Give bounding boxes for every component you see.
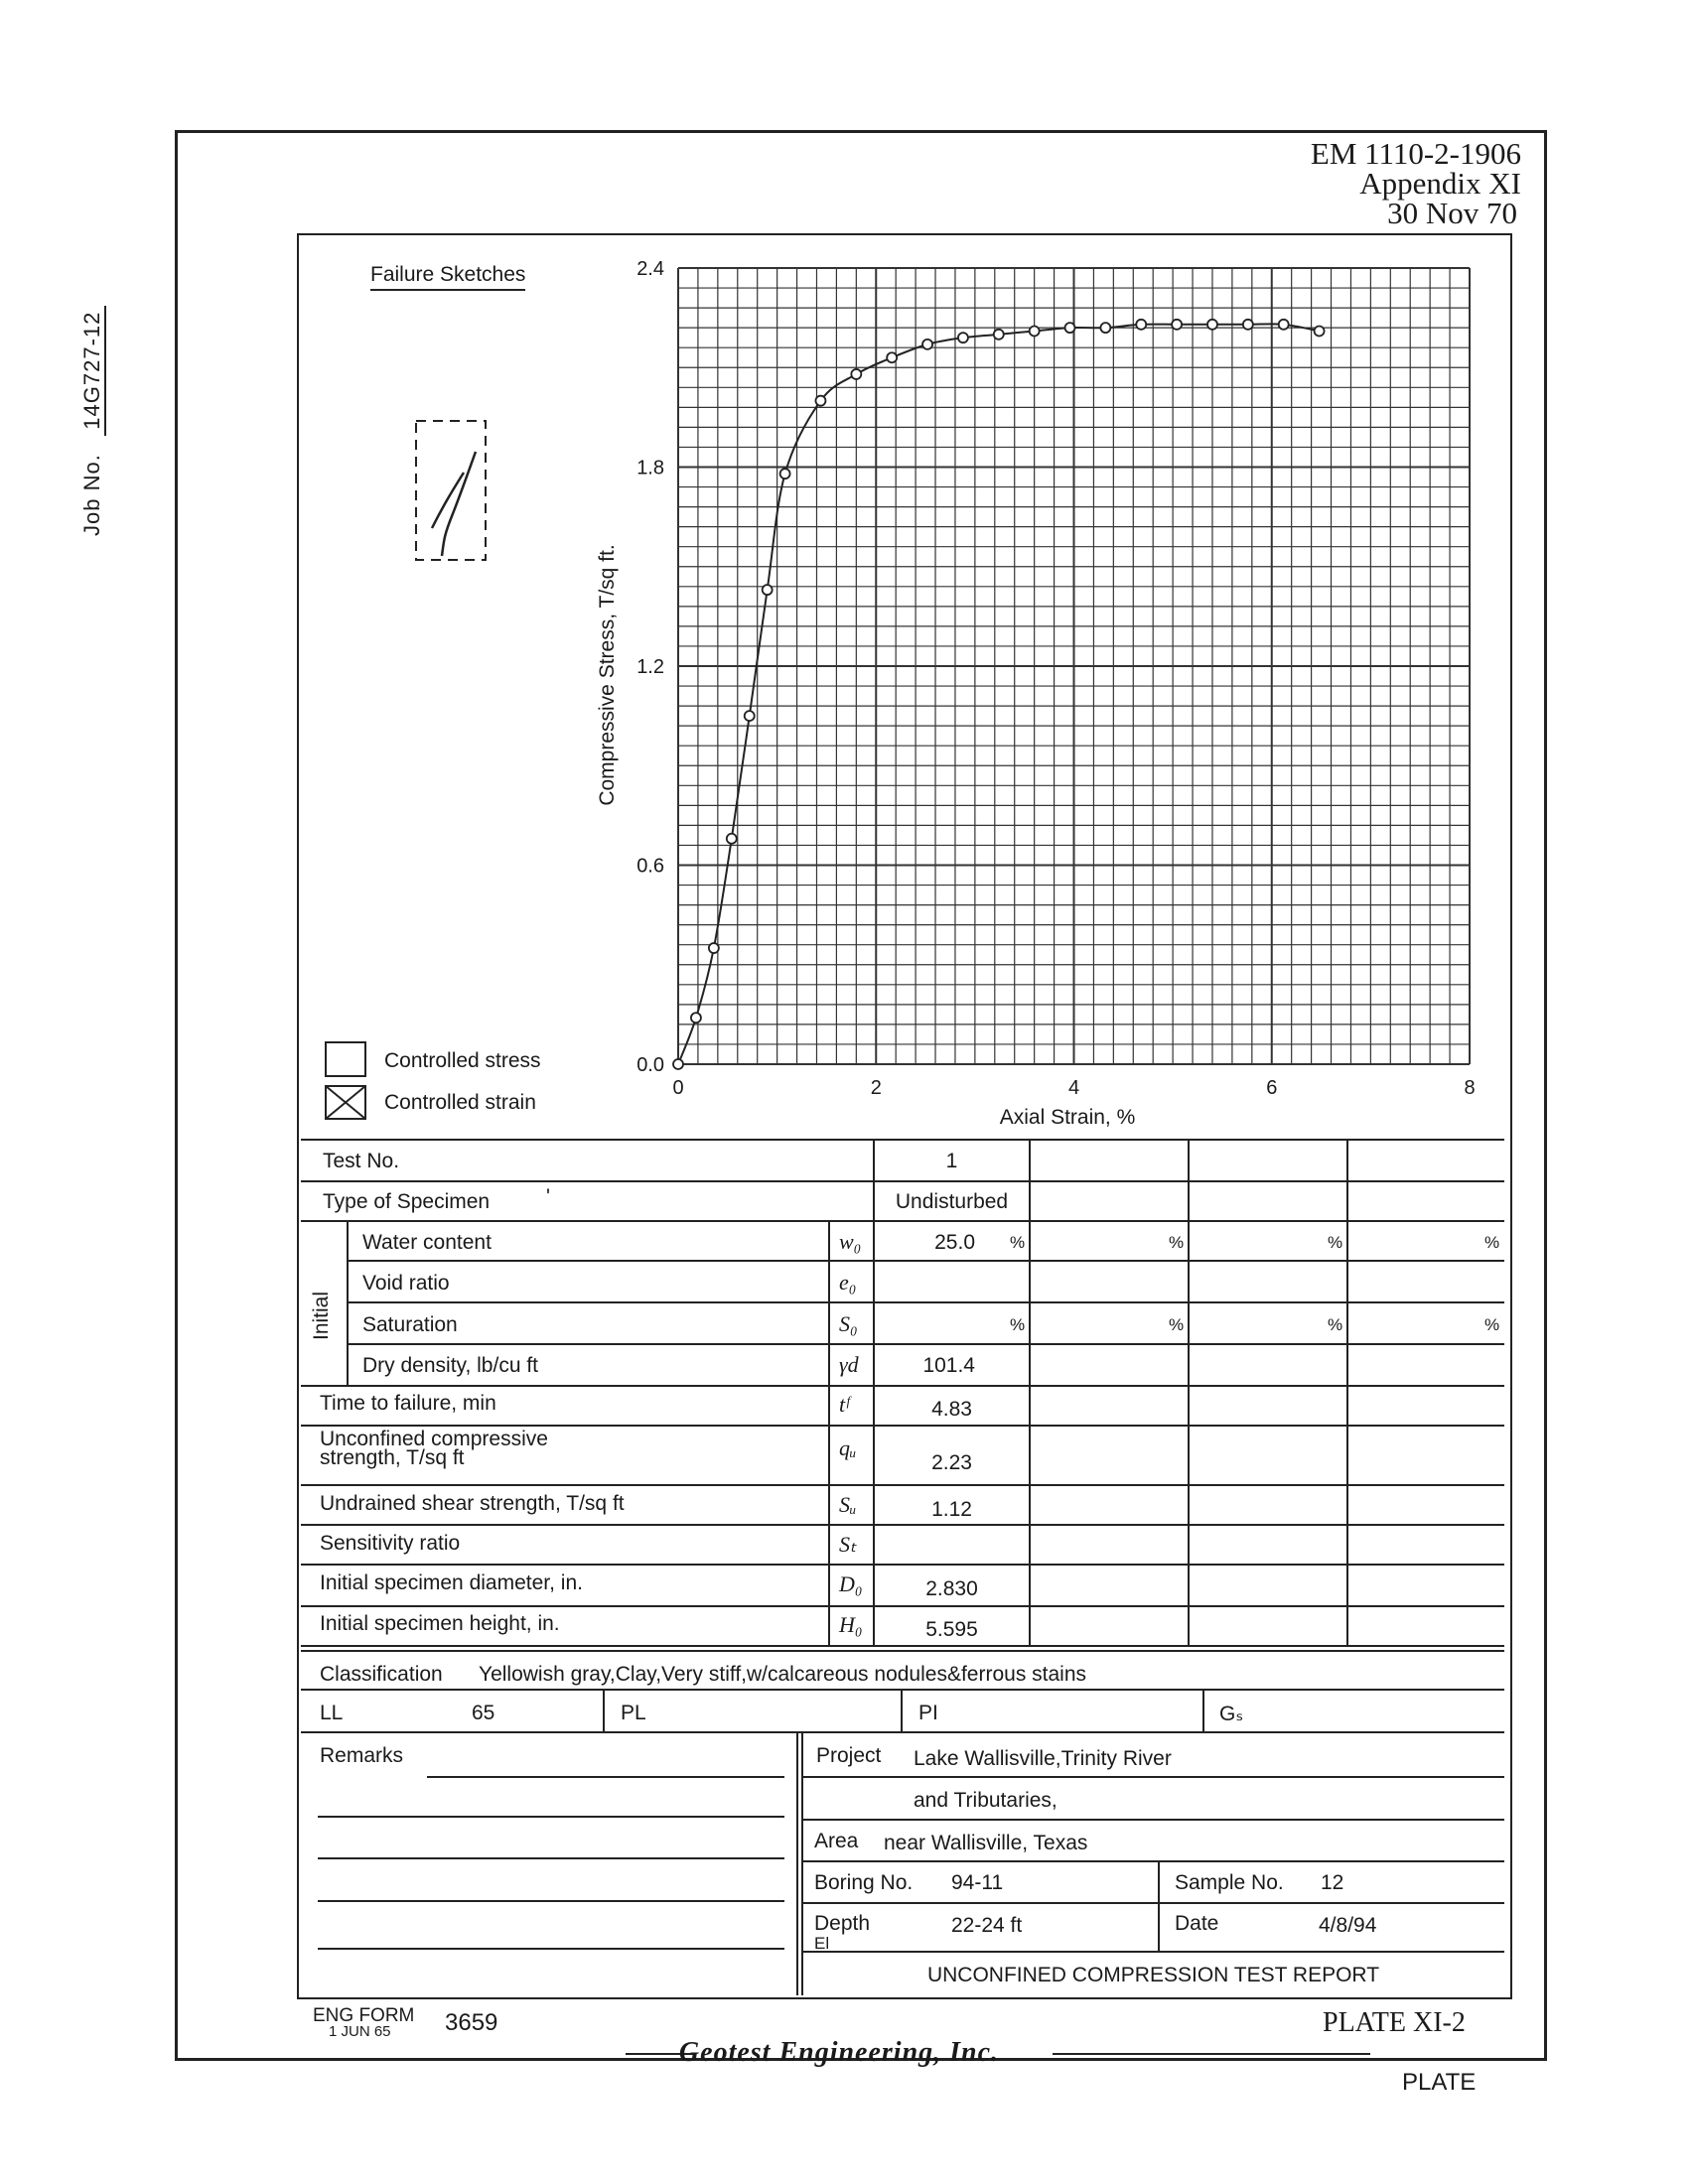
specimen-value: Undisturbed [895,1190,1009,1213]
x-tick-label: 4 [1067,1077,1080,1099]
remarks-label: Remarks [320,1744,404,1767]
failure-sketches-title: Failure Sketches [370,263,525,291]
project-line2: and Tributaries, [914,1789,1058,1812]
row-value: 101.4 [922,1354,975,1377]
company-footer [556,2037,1509,2077]
pi-label: PI [918,1702,938,1724]
property-value: 1.12 [931,1498,972,1521]
x-axis-label: Axial Strain, % [999,1106,1136,1129]
company-name: Geotest Engineering, Inc. [678,2037,1000,2068]
property-value: 5.595 [925,1618,978,1641]
percent-sign: % [1328,1233,1343,1252]
percent-sign: % [1169,1233,1185,1252]
property-symbol: H₀ [839,1612,863,1637]
property-label: Unconfined compressive strength, T/sq ft [320,1428,548,1469]
row-symbol: e₀ [839,1270,857,1295]
plate-number: PLATE XI-2 [1323,2007,1466,2038]
row-value: 25.0 [934,1231,975,1254]
eng-form [313,2005,415,2040]
x-tick-label: 2 [870,1077,882,1099]
area-value: near Wallisville, Texas [884,1832,1088,1854]
test-no-label: Test No. [323,1150,400,1172]
percent-sign: % [1169,1315,1185,1334]
percent-sign: % [1484,1315,1500,1334]
property-label: Initial specimen diameter, in. [320,1571,583,1594]
plate-bottom: PLATE [1402,2069,1477,2096]
percent-sign: % [1328,1315,1343,1334]
property-label: Sensitivity ratio [320,1532,461,1555]
doc-date: 30 Nov 70 [1387,196,1517,230]
x-tick-label: 0 [672,1077,684,1099]
date-label: Date [1175,1912,1219,1935]
boring-value: 94-11 [951,1871,1004,1894]
ll-label: LL [320,1702,344,1724]
test-no-value: 1 [945,1150,958,1172]
row-symbol: γd [839,1352,859,1377]
depth-label: Depth [814,1912,871,1935]
percent-sign: % [1484,1233,1500,1252]
eng-form-line2: 1 JUN 65 [329,2023,391,2040]
y-tick-label: 1.8 [636,457,664,479]
property-symbol: qᵤ [839,1435,857,1460]
appendix: Appendix XI [1359,166,1521,201]
area-label: Area [814,1830,859,1852]
controlled-stress-label: Controlled stress [384,1049,541,1072]
project-label: Project [816,1744,882,1767]
sample-value: 12 [1321,1871,1344,1894]
percent-sign: % [1010,1233,1026,1252]
property-value: 2.23 [931,1451,972,1474]
property-label: Undrained shear strength, T/sq ft [320,1492,625,1515]
row-symbol: S₀ [839,1311,858,1336]
controlled-strain-label: Controlled strain [384,1091,536,1114]
property-symbol: Sᵤ [839,1492,857,1517]
property-value: 2.830 [925,1577,978,1600]
x-tick-label: 8 [1464,1077,1476,1099]
project-line1: Lake Wallisville,Trinity River [914,1747,1172,1770]
sample-label: Sample No. [1175,1871,1284,1894]
x-tick-label: 6 [1266,1077,1278,1099]
classification-label: Classification [320,1663,443,1686]
date-value: 4/8/94 [1319,1914,1377,1937]
percent-sign: % [1010,1315,1026,1334]
pl-label: PL [621,1702,646,1724]
property-label: Initial specimen height, in. [320,1612,560,1635]
depth-value: 22-24 ft [951,1914,1023,1937]
eng-form-line1: ENG FORM [313,2005,415,2026]
row-label: Water content [362,1231,492,1254]
y-tick-label: 0.6 [636,855,664,878]
specimen-mark: ' [546,1185,551,1208]
initial-label: Initial [310,1291,333,1340]
form-number: 3659 [445,2009,498,2036]
property-symbol: D₀ [839,1571,863,1596]
y-tick-label: 2.4 [636,258,664,280]
property-value: 4.83 [931,1398,972,1421]
row-label: Void ratio [362,1272,450,1295]
specimen-label: Type of Specimen [323,1190,491,1213]
job-number-value: 14G727-12 [79,306,106,436]
y-tick-label: 1.2 [636,656,664,678]
property-symbol: Sₜ [839,1532,857,1557]
ll-value: 65 [472,1702,495,1724]
y-axis-label: Compressive Stress, T/sq ft. [596,544,619,806]
row-label: Dry density, lb/cu ft [362,1354,539,1377]
job-number-label: Job No. [79,454,104,536]
row-symbol: w₀ [839,1229,862,1254]
property-symbol: tᶠ [839,1392,849,1417]
property-label: Time to failure, min [320,1392,496,1415]
gs-label: Gₛ [1219,1703,1244,1725]
y-tick-label: 0.0 [636,1054,664,1076]
classification-value: Yellowish gray,Clay,Very stiff,w/calcareous nodules&ferrous stains [479,1663,1087,1686]
row-label: Saturation [362,1313,458,1336]
report-title: UNCONFINED COMPRESSION TEST REPORT [926,1964,1380,1986]
el-label: El [814,1934,830,1953]
boring-label: Boring No. [814,1871,914,1894]
doc-number: EM 1110-2-1906 [1310,136,1521,171]
